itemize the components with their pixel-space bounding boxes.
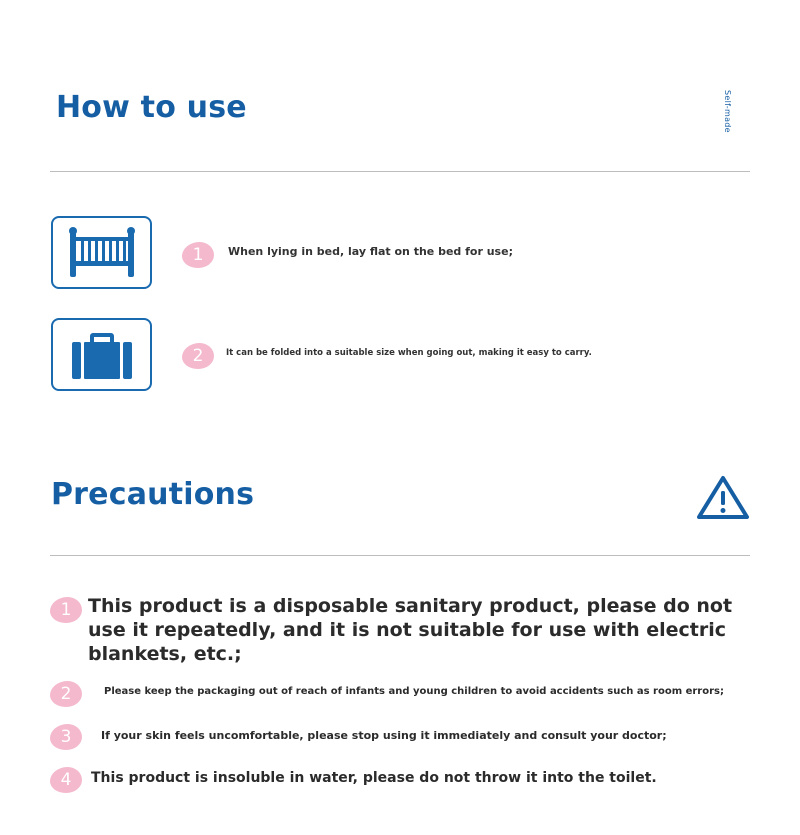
step-1-text: When lying in bed, lay flat on the bed for use; <box>228 245 513 258</box>
precaution-number-badge: 2 <box>50 681 82 707</box>
precaution-1-text: This product is a disposable sanitary product, please do not use it repeatedly, and it is not suitable for use with electric blankets, etc.; <box>88 595 733 665</box>
precaution-number-badge: 1 <box>50 597 82 623</box>
step-number-badge: 2 <box>182 343 214 369</box>
precaution-4-text: This product is insoluble in water, please do not throw it into the toilet. <box>91 770 657 786</box>
crib-icon <box>68 227 136 279</box>
step-number-badge: 1 <box>182 242 214 268</box>
precaution-3-text: If your skin feels uncomfortable, please stop using it immediately and consult your doctor; <box>101 729 667 742</box>
warning-icon <box>696 474 750 520</box>
crib-icon-box <box>51 216 152 289</box>
divider <box>50 171 750 172</box>
divider <box>50 555 750 556</box>
precaution-number-badge: 4 <box>50 767 82 793</box>
suitcase-icon-box <box>51 318 152 391</box>
precaution-2-text: Please keep the packaging out of reach of infants and young children to avoid accidents such as room errors; <box>104 686 724 697</box>
step-2-text: It can be folded into a suitable size when going out, making it easy to carry. <box>226 348 592 358</box>
precautions-title: Precautions <box>51 477 255 512</box>
self-made-tag: Self-made <box>723 90 732 133</box>
how-to-use-title: How to use <box>56 90 247 125</box>
precaution-number-badge: 3 <box>50 724 82 750</box>
suitcase-icon <box>71 329 133 381</box>
